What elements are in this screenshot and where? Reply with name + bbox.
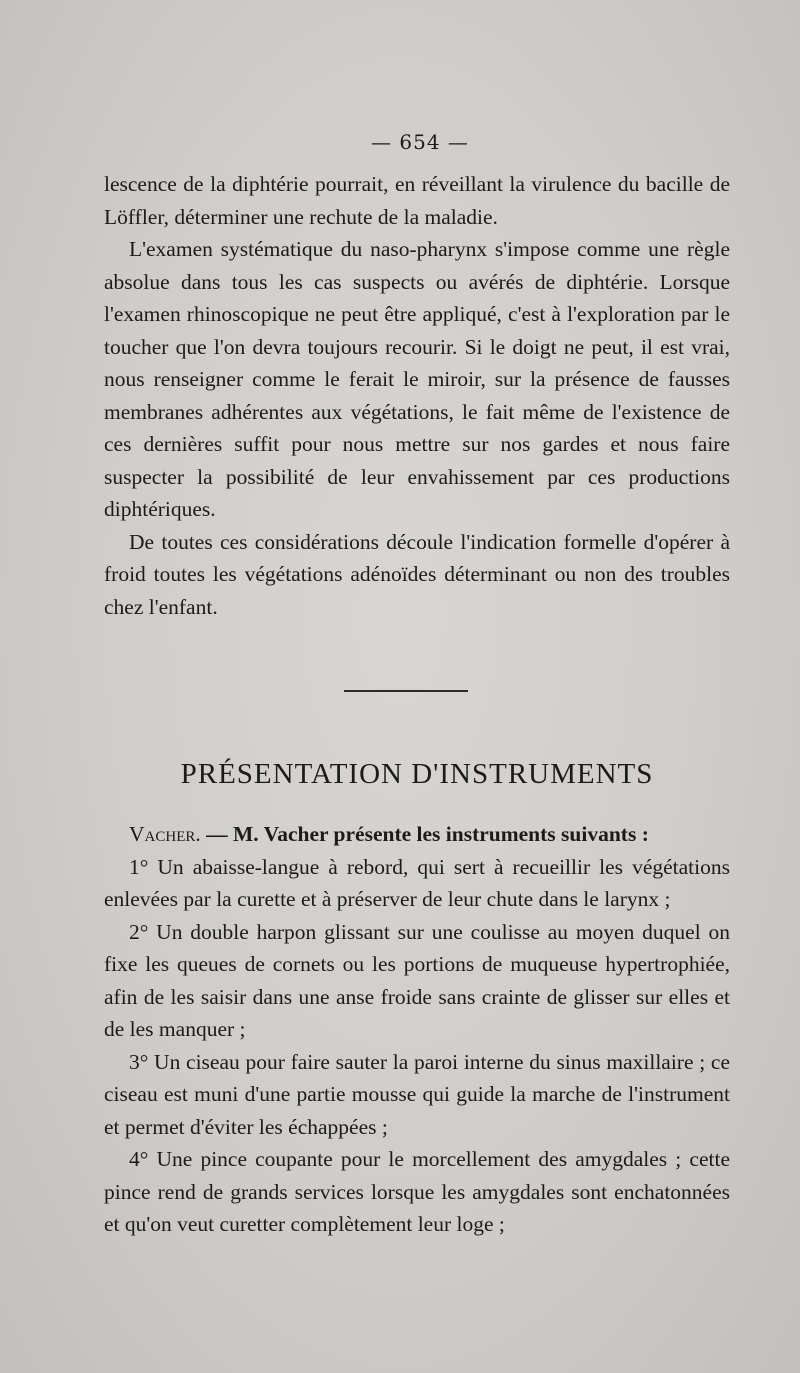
instrument-item: 2° Un double harpon glissant sur une coulisse au moyen duquel on fixe les queues de cornets ou les portions de muqueuse hypertrophiée, afin de les saisir dans une anse froide sans crainte de glisser sur elles et de les manquer ; xyxy=(104,919,730,1041)
section-divider xyxy=(344,690,468,692)
page-number: — 654 — xyxy=(371,130,469,154)
intro-line xyxy=(104,818,730,851)
section-title: PRÉSENTATION D'INSTRUMENTS xyxy=(180,758,654,790)
body-text-instruments xyxy=(104,818,730,1241)
instrument-item: 3° Un ciseau pour faire sauter la paroi interne du sinus maxillaire ; ce ciseau est muni d'une partie mousse qui guide la marche de l'instrument et permet d'éviter les échappées ; xyxy=(104,1049,730,1139)
paragraph: L'examen systématique du naso-pharynx s'impose comme une règle absolue dans tous les cas suspects ou avérés de diphtérie. Lorsque l'examen rhinoscopique ne peut être appliqué, c'est à l'exploration par le toucher que l'on devra toujours recourir. Si le doigt ne peut, il est vrai, nous renseigner comme le ferait le miroir, sur la présence de fausses membranes adhérentes aux végétations, le fait même de l'existence de ces dernières suffit pour nous mettre sur nos gardes et nous faire suspecter la possibilité de leur envahissement par ces productions diphtériques. xyxy=(104,237,730,521)
instrument-item: 4° Une pince coupante pour le morcellement des amygdales ; cette pince rend de grands services lorsque les amygdales sont enchatonnées et qu'on veut curetter complètement leur loge ; xyxy=(104,1147,730,1236)
speaker-name: Vacher. xyxy=(129,822,201,846)
instrument-item: 1° Un abaisse-langue à rebord, qui sert à recueillir les végétations enlevées par la curette et à préserver de leur chute dans le larynx ; xyxy=(104,854,730,911)
paragraph: lescence de la diphtérie pourrait, en réveillant la virulence du bacille de Löffler, déterminer une rechute de la maladie. xyxy=(104,172,730,229)
paragraph: De toutes ces considérations découle l'indication formelle d'opérer à froid toutes les végétations adénoïdes déterminant ou non des troubles chez l'enfant. xyxy=(104,529,730,619)
intro-statement: — M. Vacher présente les instruments suivants : xyxy=(200,822,649,846)
body-text-top xyxy=(104,168,730,623)
